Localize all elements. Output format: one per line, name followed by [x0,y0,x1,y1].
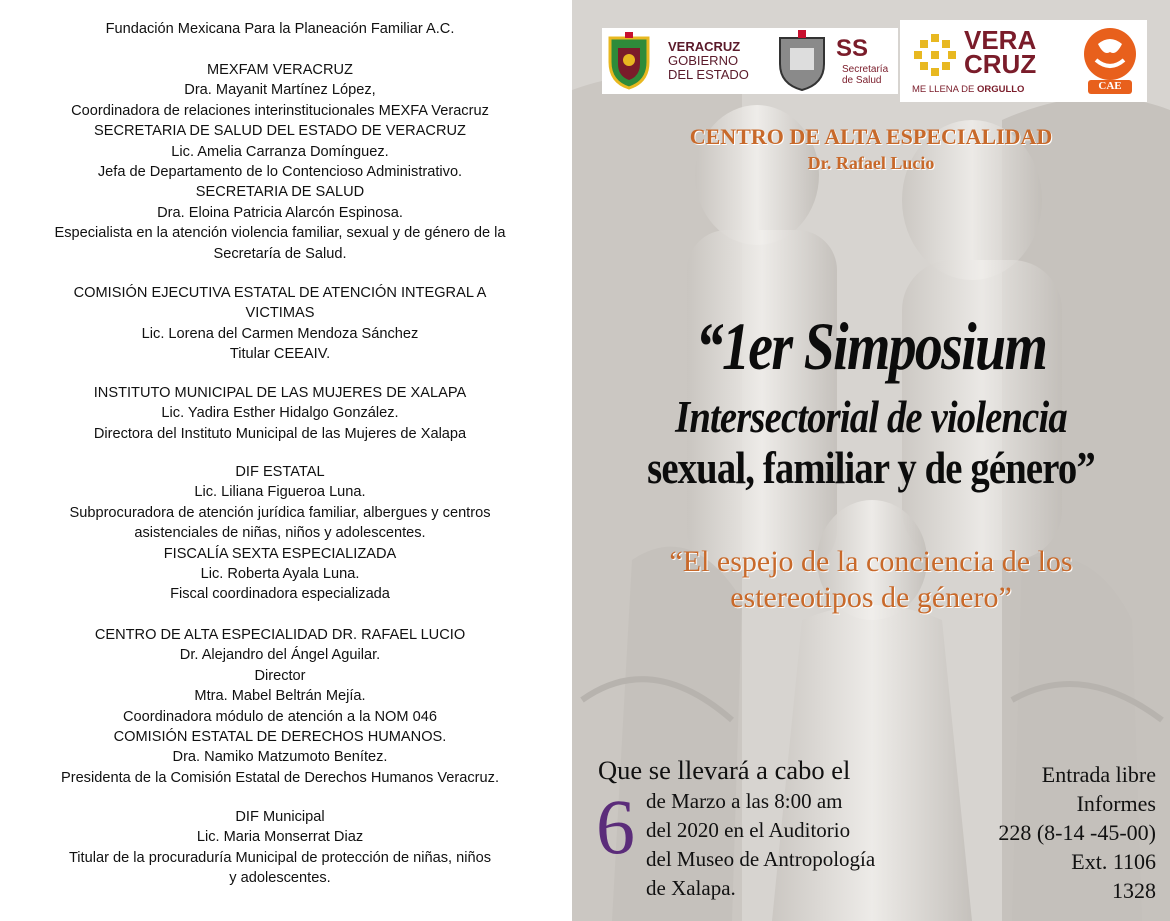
sponsor-logos [602,20,1147,102]
organization-line: SECRETARIA DE SALUD DEL ESTADO DE VERACRUZ [94,123,466,140]
organization-line: Lic. Yadira Esther Hidalgo González. [161,405,399,422]
motto-line: “El espejo de la conciencia de los [669,545,1073,578]
organization-line: Mtra. Mabel Beltrán Mejía. [194,688,366,705]
organization-block [0,19,560,39]
event-day: 6 [596,783,635,870]
title-line: “1er Simposium [695,308,1047,384]
motto-line: estereotipos de género” [730,581,1012,614]
organization-line: Director [254,667,306,684]
logo-text-line: GOBIERNO [668,53,739,68]
organization-line: Coordinadora de relaciones interinstitucionales MEXFA Veracruz [71,102,489,119]
contact-info [998,760,1156,905]
symposium-motto [572,544,1170,616]
title-line: Intersectorial de violencia [675,392,1067,442]
organization-line: MEXFAM VERACRUZ [207,62,353,78]
logo-text-line: DEL ESTADO [668,67,749,82]
organization-line: y adolescentes. [229,870,331,887]
logo-text-line: Secretaría [842,64,889,75]
organization-line: Secretaría de Salud. [213,245,347,262]
organization-line: Fundación Mexicana Para la Planeación Familiar A.C. [105,21,455,37]
info-line: 228 (8-14 -45-00) [998,820,1156,845]
symposium-title [572,300,1170,494]
organization-line: VICTIMAS [245,305,315,322]
event-line: del Museo de Antropología [646,847,876,871]
veracruz-gobierno-logo [668,40,749,82]
logo-text-line: CRUZ [964,49,1037,79]
organization-block [0,807,560,889]
organization-line: Jefa de Departamento de lo Contencioso Administrativo. [97,164,463,181]
event-details [646,787,875,903]
ss-mark: SS [836,35,869,62]
ss-shield-icon [776,30,828,92]
organization-line: Dra. Namiko Matzumoto Benítez. [172,749,388,766]
organization-line: Directora del Instituto Municipal de las Mujeres de Xalapa [93,425,467,442]
organization-line: Coordinadora módulo de atención a la NOM 046 [123,708,437,725]
organization-block [0,283,560,365]
organization-block [0,625,560,788]
organization-line: Lic. Maria Monserrat Diaz [196,829,364,846]
veracruz-shield-icon [606,32,652,90]
info-line: Informes [1076,791,1156,816]
organization-line: Lic. Roberta Ayala Luna. [200,566,360,583]
vera-cruz-slogan [912,84,1024,95]
logo-text-line: VERA [964,25,1037,55]
event-line: del 2020 en el Auditorio [646,818,851,842]
organization-line: Subprocuradora de atención jurídica familiar, albergues y centros [69,504,491,521]
event-line: de Xalapa. [646,876,736,900]
left-panel [0,0,560,921]
logo-text-line: de Salud [842,75,882,86]
organization-line: Lic. Liliana Figueroa Luna. [194,484,366,501]
title-line: sexual, familiar y de género” [647,443,1095,493]
ss-text [842,64,888,86]
organization-line: COMISIÓN ESTATAL DE DERECHOS HUMANOS. [113,729,447,746]
info-line: Ext. 1106 [1071,849,1156,874]
organization-line: INSTITUTO MUNICIPAL DE LAS MUJERES DE XALAPA [93,385,467,401]
organization-line: asistenciales de niñas, niños y adolescentes. [134,525,426,542]
organization-line: Dra. Mayanit Martínez López, [184,82,376,99]
event-intro: Que se llevará a cabo el [598,755,851,785]
organization-line: Lic. Lorena del Carmen Mendoza Sánchez [141,325,419,342]
center-subtitle: Dr. Rafael Lucio [807,153,935,173]
organization-line: Titular de la procuraduría Municipal de protección de niñas, niños [68,849,492,866]
organization-line: Presidenta de la Comisión Estatal de Derechos Humanos Veracruz. [60,769,500,786]
organization-line: Fiscal coordinadora especializada [170,586,390,603]
slogan-part-bold: ORGULLO [976,84,1025,95]
poster-panel [572,0,1170,921]
organization-line: Dra. Eloina Patricia Alarcón Espinosa. [157,204,403,221]
logo-text-line: VERACRUZ [668,39,741,54]
cae-label: CAE [1098,80,1122,92]
organization-line: SECRETARIA DE SALUD [195,184,365,201]
organization-block [0,60,560,264]
organization-line: DIF Municipal [235,809,325,825]
organization-line: DIF ESTATAL [235,464,325,480]
slogan-part: ME LLENA DE [912,84,977,95]
organization-line: Dr. Alejandro del Ángel Aguilar. [179,647,381,664]
organization-block [0,383,560,444]
organization-line: FISCALÍA SEXTA ESPECIALIZADA [163,545,397,562]
organization-line: Titular CEEAIV. [229,346,331,363]
organization-line: Especialista en la atención violencia familiar, sexual y de género de la [54,225,506,242]
center-title: CENTRO DE ALTA ESPECIALIDAD [689,124,1053,149]
organization-block [0,462,560,605]
info-line: 1328 [1112,878,1156,903]
vera-cruz-logo [964,25,1037,79]
veracruz-flower-icon [912,32,958,78]
organization-line: COMISIÓN EJECUTIVA ESTATAL DE ATENCIÓN INTEGRAL A [73,285,487,301]
event-line: de Marzo a las 8:00 am [646,789,843,813]
organization-line: CENTRO DE ALTA ESPECIALIDAD DR. RAFAEL LUCIO [94,627,466,643]
info-line: Entrada libre [1041,762,1156,787]
organization-line: Lic. Amelia Carranza Domínguez. [171,143,389,160]
